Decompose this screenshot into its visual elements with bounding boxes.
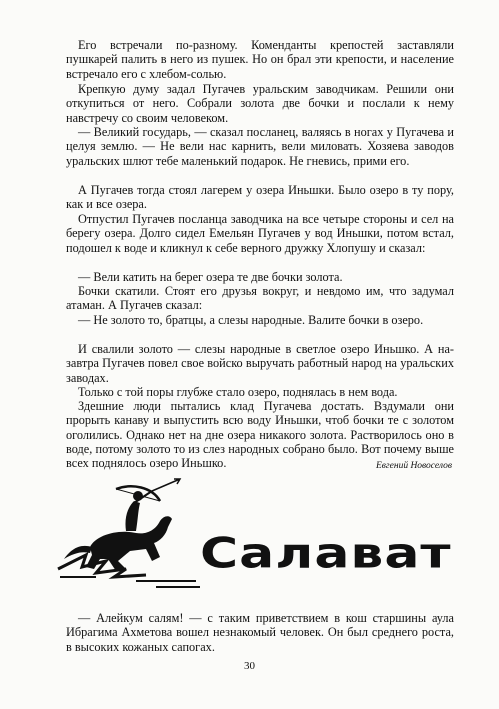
paragraph-3: — Великий государь, — сказал посланец, валяясь в ногах у Пугачева и целуя землю. — Не вели нас карнить, вели миловать. Хозяева заводов уральских шлют тебе маленький подарок. Не гневись, прими его.	[66, 125, 454, 168]
author-signature: Евгений Новоселов	[376, 461, 452, 471]
page-number: 30	[244, 660, 255, 672]
horseman-archer-illustration	[56, 477, 202, 597]
paragraph-9: И свалили золото — слезы народные в светлое озеро Иньшко. А на-завтра Пугачев повел свое войско выручать работный народ на уральских заводах.	[66, 342, 454, 385]
paragraph-2: Крепкую думу задал Пугачев уральским заводчикам. Решили они откупиться от него. Собрали золота две бочки и послали к нему навстречу со своим человеком.	[66, 82, 454, 125]
paragraph-8: — Не золото то, братцы, а слезы народные. Валите бочки в озеро.	[78, 313, 424, 327]
paragraph-6: — Вели катить на берег озера те две бочки золота.	[78, 270, 343, 284]
paragraph-7: Бочки скатили. Стоят его друзья вокруг, и невдомо им, что задумал атаман. А Пугачев сказал:	[66, 284, 454, 313]
paragraph-5: Отпустил Пугачев посланца заводчика на все четыре стороны и сел на берегу озера. Долго сидел Емельян Пугачев у вод Иньшки, потом встал, подошел к воде и кликнул к себе верного дружку Хлопушу и сказал:	[66, 212, 454, 255]
paragraph-4: А Пугачев тогда стоял лагерем у озера Иньшки. Было озеро в ту пору, как и все озера.	[66, 183, 454, 212]
paragraph-1: Его встречали по-разному. Коменданты крепостей заставляли пушкарей палить в него из пушек. Но он брал эти крепости, и население встречало его с хлебом-солью.	[66, 38, 454, 81]
section-first-paragraph: — Алейкум салям! — с таким приветствием в кош старшины аула Ибрагима Ахметова вошел незнакомый человек. Он был среднего роста, в высоких кожаных сапогах.	[66, 611, 454, 654]
paragraph-10: Только с той поры глубже стало озеро, поднялась в нем вода.	[78, 385, 398, 399]
paragraph-11: Здешние люди пытались клад Пугачева достать. Вздумали они прорыть канаву и выпустить всю воду Иньшки, чтоб бочки те с золотом оголились. Однако нет на дне озера никакого золота. Растворилось оно в воде, потому золото то из слез народных собрано было. Вот почему выше всех поднялось озеро Иньшко.	[66, 399, 454, 471]
section-title: Салават	[200, 530, 452, 578]
